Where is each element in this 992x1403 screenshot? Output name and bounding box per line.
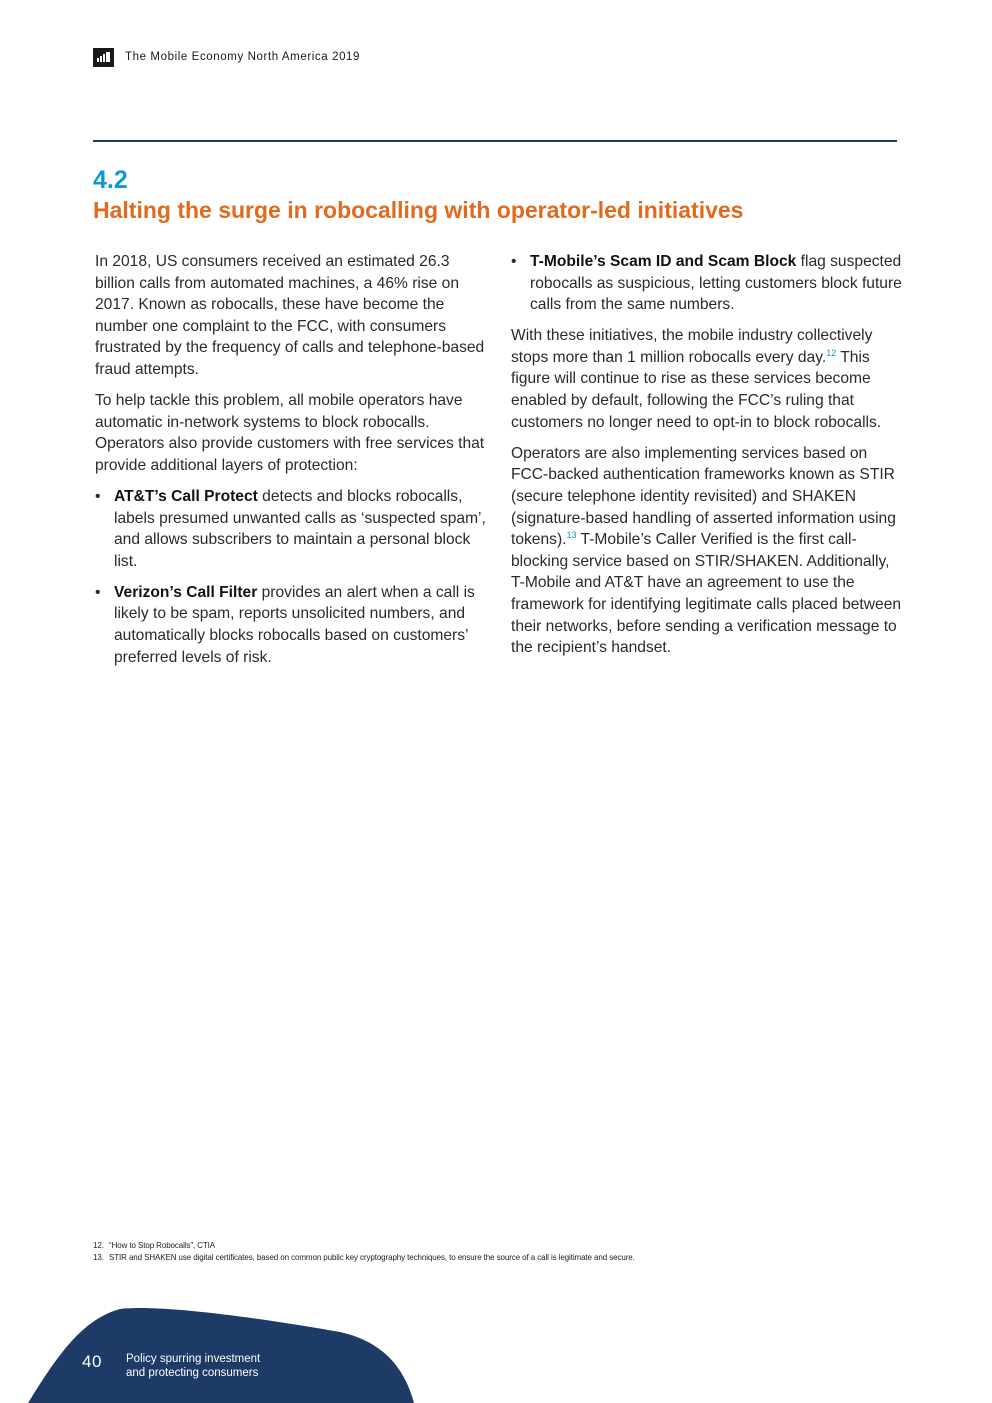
chapter-caption-line: and protecting consumers (126, 1367, 259, 1379)
paragraph-text: This figure will continue to rise as these services become enabled by default, following the FCC’s ruling that customers no longer need to opt-in to block robocalls. (511, 348, 882, 431)
operator-services-list (95, 486, 487, 668)
list-item-att (95, 486, 487, 572)
header-divider (93, 140, 897, 142)
footnote-number: 12. (93, 1241, 104, 1250)
report-title: The Mobile Economy North America 2019 (125, 51, 361, 63)
report-logo-icon (93, 48, 114, 67)
footnote-13 (93, 1252, 635, 1264)
problem-paragraph: To help tackle this problem, all mobile operators have automatic in-network systems to block robocalls. Operators also provide customers with free services that provide additional layers of protection: (95, 392, 485, 474)
footnote-number: 13. (93, 1252, 104, 1262)
page-header (93, 47, 360, 67)
list-item-tmobile (511, 251, 903, 316)
paragraph-text: Operators are also implementing services based on FCC-backed authentication frameworks known as STIR (secure telephone identity revisited) and SHAKEN (signature-based handling of asserted information using tokens). (511, 444, 896, 549)
footnote-12 (93, 1240, 635, 1252)
footnotes (93, 1240, 635, 1263)
footnote-text: STIR and SHAKEN use digital certificates, based on common public key cryptography techniques, to ensure the source of a call is legitimate and secure. (109, 1252, 635, 1262)
service-description: detects and blocks robocalls, labels presumed unwanted calls as ‘suspected spam’, and allows subscribers to maintain a personal block list. (114, 487, 486, 570)
chapter-caption-line: Policy spurring investment (126, 1353, 261, 1365)
page-number: 40 (82, 1352, 102, 1371)
section-number: 4.2 (93, 166, 128, 194)
service-name: AT&T’s Call Protect (114, 487, 258, 505)
footnote-text: “How to Stop Robocalls”, CTIA (109, 1241, 216, 1250)
service-name: Verizon’s Call Filter (114, 583, 258, 601)
right-column (511, 251, 903, 668)
paragraph-text: T-Mobile’s Caller Verified is the first call-blocking service based on STIR/SHAKEN. Additionally, T-Mobile and AT&T have an agreement to use the framework for identifying legitimate calls placed between their networks, before sending a verification message to the recipient’s handset. (511, 531, 902, 657)
paragraph-text: With these initiatives, the mobile industry collectively stops more than 1 million robocalls every day. (511, 327, 873, 366)
footnote-ref-13[interactable]: 13 (566, 529, 577, 540)
service-description: provides an alert when a call is likely to be spam, reports unsolicited numbers, and automatically blocks robocalls based on customers’ preferred levels of risk. (114, 583, 475, 666)
list-item-verizon (95, 582, 487, 668)
intro-paragraph: In 2018, US consumers received an estimated 26.3 billion calls from automated machines, a 46% rise on 2017. Known as robocalls, these have become the number one complaint to the FCC, with consumers frustrated by the frequency of calls and telephone-based fraud attempts. (95, 253, 485, 378)
stir-shaken-paragraph (511, 443, 903, 659)
industry-paragraph (511, 325, 903, 433)
section-title: Halting the surge in robocalling with operator-led initiatives (93, 197, 744, 223)
operator-services-list-continued (511, 251, 903, 316)
service-description: flag suspected robocalls as suspicious, letting customers block future calls from the same numbers. (530, 253, 902, 314)
bullet-icon: • (511, 253, 517, 270)
bullet-icon: • (95, 487, 101, 505)
chapter-caption (126, 1352, 260, 1380)
service-name: T-Mobile’s Scam ID and Scam Block (530, 253, 797, 270)
footnote-ref-12[interactable]: 12 (826, 347, 837, 358)
bullet-icon: • (95, 583, 101, 601)
left-column (95, 251, 487, 678)
